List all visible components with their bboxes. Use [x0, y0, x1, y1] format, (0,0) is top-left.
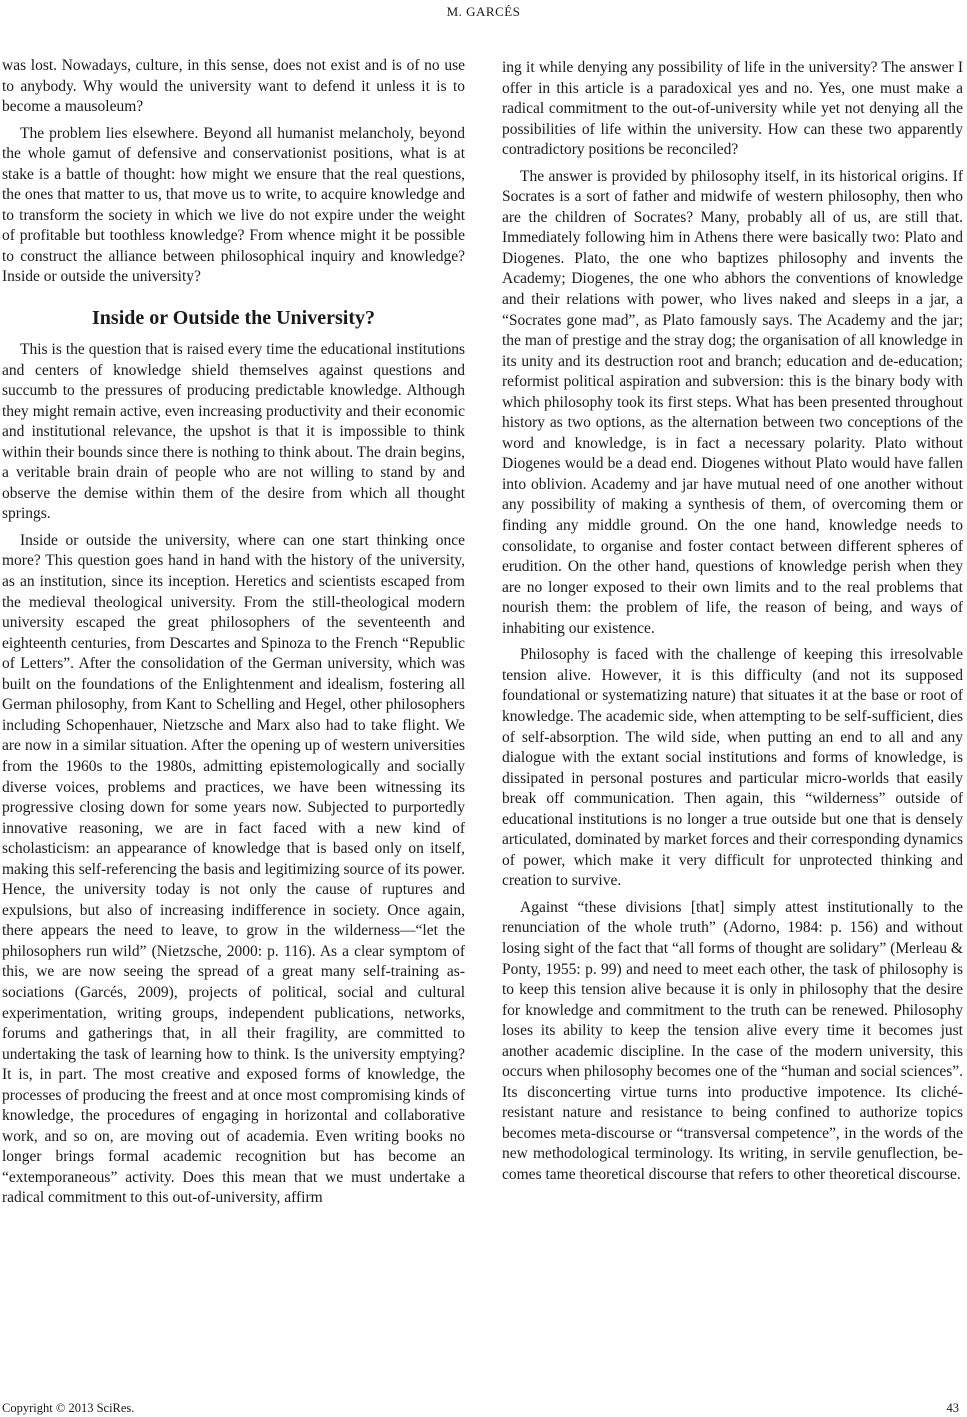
copyright-footer: Copyright © 2013 SciRes.: [2, 1401, 135, 1415]
page-number: 43: [946, 1401, 959, 1415]
paragraph: The problem lies elsewhere. Beyond all humanist melancholy, beyond the whole gamut of defensive and conservationist positions, what is at stake is a battle of thought: how might we ensure that the real questions, the ones that matter to us, that move us to write, to acquire knowledge and to transform the society in which we live do not expire under the weight of profitable but toothless knowledge? From whence might it be possible to construct the alliance between philosophical inquiry and knowledge? Inside or outside the university?: [2, 124, 465, 286]
paragraph: Philosophy is faced with the challenge of keeping this irresolvable tension alive. However, it is this difficulty (and not its supposed foundational or systematizing nature) that situates it at the base or root of knowledge. The academic side, when attempting to be self-sufficient, dies of self-absorption. The wild side, when putting an end to all and any dialogue with the extant social institutions and forms of knowledge, is dissipated in personal postures and particular micro-worlds that easily break off communication. Then again, this “wilderness” outside of educational institutions is no longer a true outside but one that is densely articulated, dominated by market forces and their corresponding dynamics of power, which make it very difficult for unprotected thinking and creation to survive.: [502, 646, 963, 890]
paragraph: The answer is provided by philosophy itself, in its historical origins. If Socrates is a sort of father and midwife of western philosophy, then who are the children of Socrates? Many, probably all of us, are still that. Immediately following him in Athens there were basically two: Plato and Diogenes. Plato, the one who baptizes philosophy and invents the Academy; Diogenes, the one who abhors the conventions of knowledge and their relations with power, who lives naked and sleeps in a jar, a “Socrates gone mad”, as Plato famously says. The Academy and the jar; the man of prestige and the stray dog; the organisation of all knowledge in its unity and its destruction root and branch; education and de-education; reformist political aspiration and subversion: this is the binary body with which philosophy took its first steps. What has been presented throughout history as two options, as the alternation between two conceptions of the word and knowledge, is in fact a necessary polarity. Plato without Diogenes would be a dead end. Diogenes without Plato would have fallen into oblivion. Academy and jar have mutual need of one another without any possibility of making a synthesis of them, of overcoming them or finding any middle ground. On the one hand, knowledge needs to consolidate, to organise and foster contact between different spheres of erudition. On the other hand, questions of knowledge perish when they are no longer exposed to their own limits and to the real problems that nourish them: the problem of life, the reason of being, and ways of inhabiting our existence.: [502, 167, 963, 637]
paragraph: Inside or outside the university, where can one start thinking once more? This question goes hand in hand with the history of the university, as an institution, since its inception. Heretics and scientists escaped from the medieval theological university. From the still-theological modern university escaped the great philosophers of the seventeenth and eighteenth centuries, from Descartes and Spinoza to the French “Republic of Letters”. After the consolidation of the German university, which was built on the foundations of the Enlightenment and idealism, fostering all German philosophy, from Kant to Schelling and Hegel, other philosophers including Schopenhauer, Nietzsche and Marx also had to take flight. We are now in a similar situation. After the opening up of western universities from the 1960s to the 1980s, admitting epistemologically and socially diverse voices, problems and practices, we have been witnessing its progressive closing down for some years now. Subjected to purportedly innovative reasoning, we are in fact faced with a new kind of scholasticism: an appearance of knowledge that is based only on itself, making this self-referencing the basis and legitimizing source of its power. Hence, the university today is not only the cause of ruptures and expulsions, but also of increasing indifference in society. Once again, there appears the need to leave, to grow in the wilderness—“let the philosophers run wild” (Nietzsche, 2000: p. 116). As a clear symptom of this, we are now seeing the spread of a great many self-training associations (Garcés, 2009), projects of political, social and cultural experimentation, writing groups, independent publications, networks, forums and gatherings that, in all their fragility, are committed to undertaking the task of learning how to think. Is the university emptying? It is, in part. The most creative and exposed forms of knowledge, the processes of producing the freest and at once most compromising kinds of knowledge, the procedures of engaging in horizontal and collaborative work, and so on, are moving out of academia. Even writing books no longer brings formal academic recognition but has become an “extemporaneous” activity. Does this mean that we must undertake a radical commitment to this out-of-university, affirm: [2, 531, 465, 1207]
section-heading: Inside or Outside the University?: [92, 307, 375, 330]
paragraph: Against “these divisions [that] simply attest institutionally to the renunciation of the whole truth” (Adorno, 1984: p. 156) and without losing sight of the fact that “all forms of thought are solidary” (Merleau & Ponty, 1955: p. 99) and need to meet each other, the task of philosophy is to keep this tension alive because it is only in philosophy that the desire for knowledge and commitment to the truth can be renewed. Philosophy loses its ability to keep the tension alive every time it becomes just another academic discipline. In the case of the modern university, this occurs when philosophy becomes one of the “human and social sciences”. Its disconcerting virtue turns into productive impotence. Its cliché-resistant nature and resistance to being confined to authorize topics becomes meta-discourse or “transversal competence”, in the words of the new methodological terminology. Its writing, in servile genuflection, becomes tame theoretical discourse that refers to other theoretical discourse.: [502, 898, 963, 1183]
running-header: M. GARCÉS: [446, 4, 521, 19]
paragraph: ing it while denying any possibility of life in the university? The answer I offer in this article is a paradoxical yes and no. Yes, one must make a radical commitment to the out-of-university while yet not denying all the possibilities of life within the university. How can these two apparently contradictory positions be reconciled?: [502, 59, 963, 159]
paragraph: was lost. Nowadays, culture, in this sense, does not exist and is of no use to anybody. Why would the university want to defend it unless it is to become a mausoleum?: [2, 57, 465, 116]
paragraph: This is the question that is raised every time the educational institutions and centers of knowledge shield themselves against questions and succumb to the pressures of producing predictable knowledge. Although they might remain active, even increasing productivity and their economic and institutional relevance, the upshot is that it is impossible to think within their bounds since there is nothing to think about. The drain begins, a veritable brain drain of people who are not willing to stand by and observe the demise within them of the desire from which all thought springs.: [2, 341, 465, 523]
left-column: [2, 56, 465, 1215]
right-column: [502, 58, 963, 1192]
